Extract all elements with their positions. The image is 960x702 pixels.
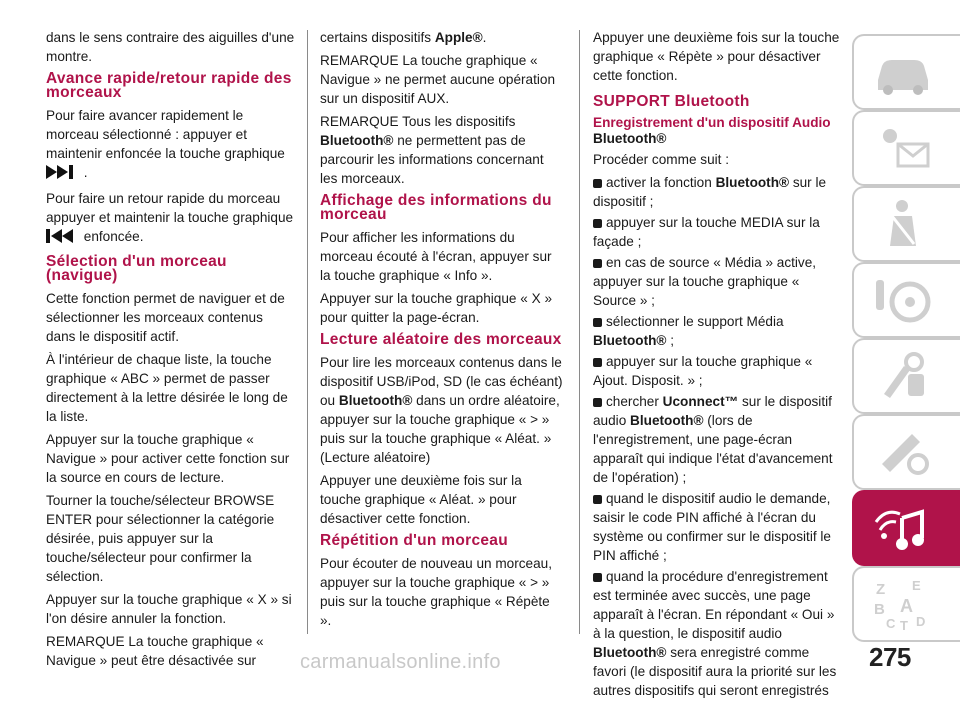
- paragraph: REMARQUE La touche graphique « Navigue » ne permet aucune opération sur un dispositif AUX.: [320, 53, 556, 106]
- list-item: sélectionner le support Média Bluetooth® ;: [593, 314, 784, 348]
- bullet-icon: [593, 573, 602, 582]
- list-item: activer la fonction Bluetooth® sur le dispositif ;: [593, 175, 827, 209]
- wrench-icon: [872, 424, 934, 480]
- paragraph: Appuyer sur la touche graphique « Navigue » pour activer cette fonction sur la source en cours de lecture.: [46, 432, 290, 485]
- paragraph: À l'intérieur de chaque liste, la touche graphique « ABC » permet de passer directement à la lettre désirée le long de la liste.: [46, 352, 288, 424]
- column-3: [593, 28, 843, 702]
- tab-driving[interactable]: [852, 262, 960, 338]
- section-heading-bluetooth: SUPPORT Bluetooth: [593, 93, 750, 110]
- paragraph: Appuyer sur la touche graphique « X » si l'on désire annuler la fonction.: [46, 592, 292, 626]
- watermark-text: carmanualsonline.info: [300, 651, 501, 673]
- bullet-icon: [593, 358, 602, 367]
- paragraph: certains dispositifs Apple®.: [320, 30, 487, 45]
- paragraph: Pour afficher les informations du morceau écouté à l'écran, appuyer sur la touche graphique « Info ».: [320, 230, 552, 283]
- paragraph: Appuyer sur la touche graphique « X » pour quitter la page-écran.: [320, 291, 553, 325]
- tab-car[interactable]: [852, 34, 960, 110]
- bullet-icon: [593, 398, 602, 407]
- car-icon: [872, 44, 934, 100]
- column-1: [46, 28, 296, 674]
- seatbelt-icon: [872, 196, 934, 252]
- column-2: [320, 28, 564, 634]
- svg-text:Z: Z: [876, 581, 886, 598]
- svg-text:B: B: [874, 601, 885, 618]
- list-item: appuyer sur la touche MEDIA sur la façade ;: [593, 215, 820, 249]
- svg-text:T: T: [900, 618, 908, 632]
- bullet-icon: [593, 179, 602, 188]
- tab-maintenance[interactable]: [852, 338, 960, 414]
- paragraph: Pour faire avancer rapidement le morceau sélectionné : appuyer et maintenir enfoncée la touche graphique .: [46, 106, 296, 185]
- paragraph: Tourner la touche/sélecteur BROWSE ENTER pour sélectionner la catégorie désirée, puis appuyer sur la touche/sélecteur pour confirmer la sélection.: [46, 493, 275, 584]
- column-divider-2: [579, 30, 580, 634]
- svg-text:D: D: [916, 614, 926, 629]
- section-heading-fast-forward: Avance rapide/retour rapide des morceaux: [46, 70, 292, 101]
- rewind-icon: [46, 228, 80, 249]
- paragraph: Appuyer une deuxième fois sur la touche graphique « Aléat. » pour désactiver cette fonction.: [320, 473, 522, 526]
- tab-safety[interactable]: [852, 186, 960, 262]
- multimedia-icon: [872, 500, 934, 556]
- warning-lights-icon: [872, 120, 934, 176]
- paragraph: Pour faire un retour rapide du morceau appuyer et maintenir la touche graphique enfoncée.: [46, 189, 296, 249]
- paragraph: dans le sens contraire des aiguilles d'une montre.: [46, 30, 295, 64]
- svg-text:A: A: [900, 596, 913, 616]
- list-item: quand le dispositif audio le demande, saisir le code PIN affiché à l'écran du système ou confirmer sur le dispositif le PIN affiché ;: [593, 491, 831, 563]
- steering-wheel-icon: [872, 272, 934, 328]
- paragraph: REMARQUE Tous les dispositifs Bluetooth® ne permettent pas de parcourir les informations concernant les morceaux.: [320, 114, 544, 186]
- paragraph: Procéder comme suit :: [593, 152, 729, 167]
- bullet-icon: [593, 318, 602, 327]
- paragraph: REMARQUE La touche graphique « Navigue » peut être désactivée sur: [46, 634, 264, 668]
- section-heading-track-info: Affichage des informations du morceau: [320, 192, 552, 223]
- section-heading-repeat: Répétition d'un morceau: [320, 532, 508, 549]
- page-number: 275: [869, 642, 911, 672]
- list-item: en cas de source « Média » active, appuyer sur la touche graphique « Source » ;: [593, 255, 817, 308]
- list-item: appuyer sur la touche graphique « Ajout. Disposit. » ;: [593, 354, 813, 388]
- paragraph: Pour lire les morceaux contenus dans le dispositif USB/iPod, SD (le cas échéant) ou Bluetooth® dans un ordre aléatoire, appuyer sur la touche graphique « > » puis sur la touche graphique « Aléat. » (Lecture aléatoire): [320, 355, 563, 465]
- section-heading-navigate: Sélection d'un morceau (navigue): [46, 253, 227, 284]
- subsection-heading-register-device: Enregistrement d'un dispositif Audio Bluetooth®: [593, 115, 831, 146]
- tools-icon: [872, 348, 934, 404]
- tab-multimedia[interactable]: [852, 490, 960, 566]
- bullet-icon: [593, 495, 602, 504]
- list-item: chercher Uconnect™ sur le dispositif audio Bluetooth® (lors de l'enregistrement, une page-écran apparaît qui indique l'état d'avancement de l'opération) ;: [593, 394, 833, 485]
- bullet-icon: [593, 259, 602, 268]
- bullet-icon: [593, 219, 602, 228]
- index-icon: [872, 576, 934, 632]
- svg-text:E: E: [912, 578, 921, 593]
- paragraph: Pour écouter de nouveau un morceau, appuyer sur la touche graphique « > » puis sur la touche graphique « Répète ».: [320, 556, 553, 628]
- column-divider-1: [307, 30, 308, 634]
- fast-forward-icon: [46, 164, 80, 185]
- svg-text:C: C: [886, 616, 896, 631]
- list-item: quand la procédure d'enregistrement est terminée avec succès, une page apparaît à l'écran. En répondant « Oui » à la question, le dispositif audio Bluetooth® sera enregistré comme favori (le dispositif aura la priorité sur les autres dispositifs qui seront enregistrés: [593, 569, 837, 698]
- paragraph: Cette fonction permet de naviguer et de sélectionner les morceaux contenus dans le dispositif actif.: [46, 291, 285, 344]
- tab-tools[interactable]: [852, 414, 960, 490]
- section-heading-shuffle: Lecture aléatoire des morceaux: [320, 331, 562, 348]
- paragraph: Appuyer une deuxième fois sur la touche graphique « Répète » pour désactiver cette fonction.: [593, 30, 840, 83]
- tab-index[interactable]: [852, 566, 960, 642]
- tab-warning-lights[interactable]: [852, 110, 960, 186]
